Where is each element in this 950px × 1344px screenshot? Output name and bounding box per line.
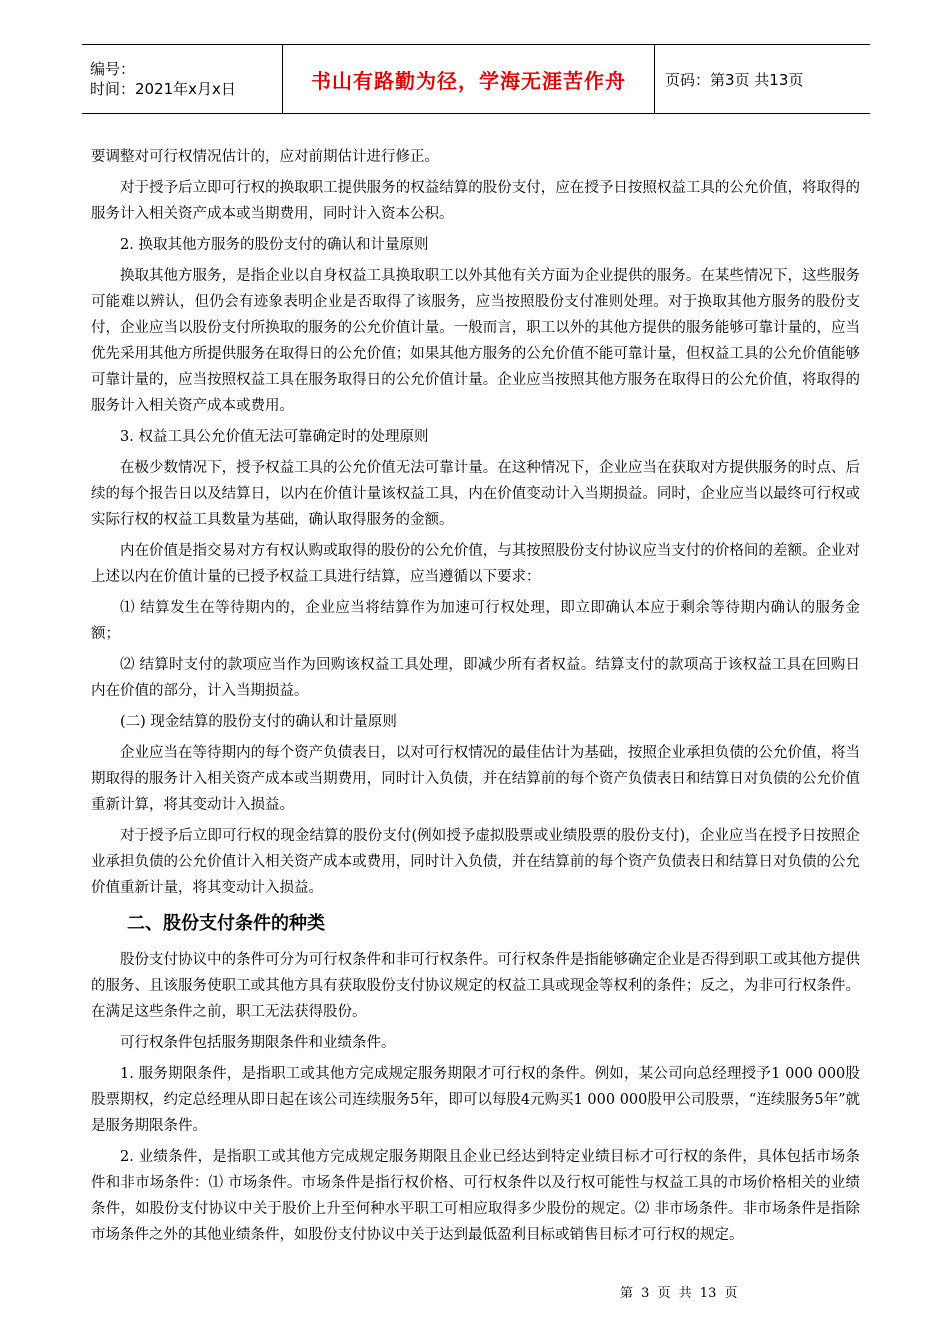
list-item: ⑵ 结算时支付的款项应当作为回购该权益工具处理，即减少所有者权益。结算支付的款项高于该权益工具在回购日内在价值的部分，计入当期损益。	[91, 657, 860, 699]
page-footer: 第 3 页 共 13 页	[620, 1286, 738, 1301]
paragraph: 可行权条件包括服务期限条件和业绩条件。	[120, 1035, 396, 1051]
header-meta	[82, 45, 282, 113]
paragraph: 1. 服务期限条件，是指职工或其他方完成规定服务期限才可行权的条件。例如，某公司向总经理授予1 000 000股股票期权，约定总经理从即日起在该公司连续服务5年，即可以每股4元购买1 000 000股甲公司股票，“连续服务5年”就是服务期限条件。	[91, 1066, 860, 1134]
header-motto: 书山有路勤为径，学海无涯苦作舟	[311, 68, 626, 93]
paragraph: 对于授予后立即可行权的现金结算的股份支付(例如授予虚拟股票或业绩股票的股份支付)，企业应当在授予日按照企业承担负债的公允价值计入相关资产成本或费用，同时计入负债，并在结算前的每个资产负债表日和结算日对负债的公允价值重新计量，将其变动计入损益。	[91, 828, 860, 896]
paragraph: 股份支付协议中的条件可分为可行权条件和非可行权条件。可行权条件是指能够确定企业是否得到职工或其他方提供的服务、且该服务使职工或其他方具有获取股份支付协议规定的权益工具或现金等权利的条件；反之，为非可行权条件。在满足这些条件之前，职工无法获得股份。	[91, 952, 860, 1020]
subsection-heading: 3. 权益工具公允价值无法可靠确定时的处理原则	[120, 429, 429, 445]
paragraph: 2. 业绩条件，是指职工或其他方完成规定服务期限且企业已经达到特定业绩目标才可行权的条件，具体包括市场条件和非市场条件：⑴ 市场条件。市场条件是指行权价格、可行权条件以及行权可能性与权益工具的市场价格相关的业绩条件，如股份支付协议中关于股价上升至何种水平职工可相应取得多少股份的规定。⑵ 非市场条件。非市场条件是指除市场条件之外的其他业绩条件，如股份支付协议中关于达到最低盈利目标或销售目标才可行权的规定。	[91, 1149, 860, 1243]
subsection-heading: (二) 现金结算的股份支付的确认和计量原则	[120, 714, 397, 730]
paragraph: 要调整对可行权情况估计的，应对前期估计进行修正。	[91, 149, 439, 165]
list-item: ⑴ 结算发生在等待期内的，企业应当将结算作为加速可行权处理，即立即确认本应于剩余等待期内确认的服务金额；	[91, 600, 860, 642]
page-header	[82, 44, 870, 114]
paragraph: 对于授予后立即可行权的换取职工提供服务的权益结算的股份支付，应在授予日按照权益工具的公允价值，将取得的服务计入相关资产成本或当期费用，同时计入资本公积。	[91, 180, 860, 222]
paragraph: 内在价值是指交易对方有权认购或取得的股份的公允价值，与其按照股份支付协议应当支付的价格间的差额。企业对上述以内在价值计量的已授予权益工具进行结算，应当遵循以下要求：	[91, 543, 860, 585]
header-page-label: 页码：第3页 共13页	[665, 70, 804, 89]
header-motto-cell	[282, 45, 655, 113]
header-page-cell	[655, 45, 870, 113]
document-body	[91, 144, 860, 1253]
paragraph: 企业应当在等待期内的每个资产负债表日，以对可行权情况的最佳估计为基础，按照企业承担负债的公允价值，将当期取得的服务计入相关资产成本或当期费用，同时计入负债，并在结算前的每个资产负债表日和结算日对负债的公允价值重新计算，将其变动计入损益。	[91, 745, 860, 813]
paragraph: 换取其他方服务，是指企业以自身权益工具换取职工以外其他有关方面为企业提供的服务。在某些情况下，这些服务可能难以辨认，但仍会有迹象表明企业是否取得了该服务，应当按照股份支付准则处理。对于换取其他方服务的股份支付，企业应当以股份支付所换取的服务的公允价值计量。一般而言，职工以外的其他方提供的服务能够可靠计量的，应当优先采用其他方所提供服务在取得日的公允价值；如果其他方服务的公允价值不能可靠计量，但权益工具的公允价值能够可靠计量的，应当按照权益工具在服务取得日的公允价值计量。企业应当按照其他方服务在取得日的公允价值，将取得的服务计入相关资产成本或费用。	[91, 268, 860, 414]
section-heading: 二、股份支付条件的种类	[127, 913, 325, 934]
paragraph: 在极少数情况下，授予权益工具的公允价值无法可靠计量。在这种情况下，企业应当在获取对方提供服务的时点、后续的每个报告日以及结算日，以内在价值计量该权益工具，内在价值变动计入当期损益。同时，企业应当以最终可行权或实际行权的权益工具数量为基础，确认取得服务的金额。	[91, 460, 860, 528]
subsection-heading: 2. 换取其他方服务的股份支付的确认和计量原则	[120, 237, 429, 253]
document-number-label: 编号：	[90, 60, 136, 78]
document-date-label: 时间：2021年x月x日	[90, 80, 236, 98]
